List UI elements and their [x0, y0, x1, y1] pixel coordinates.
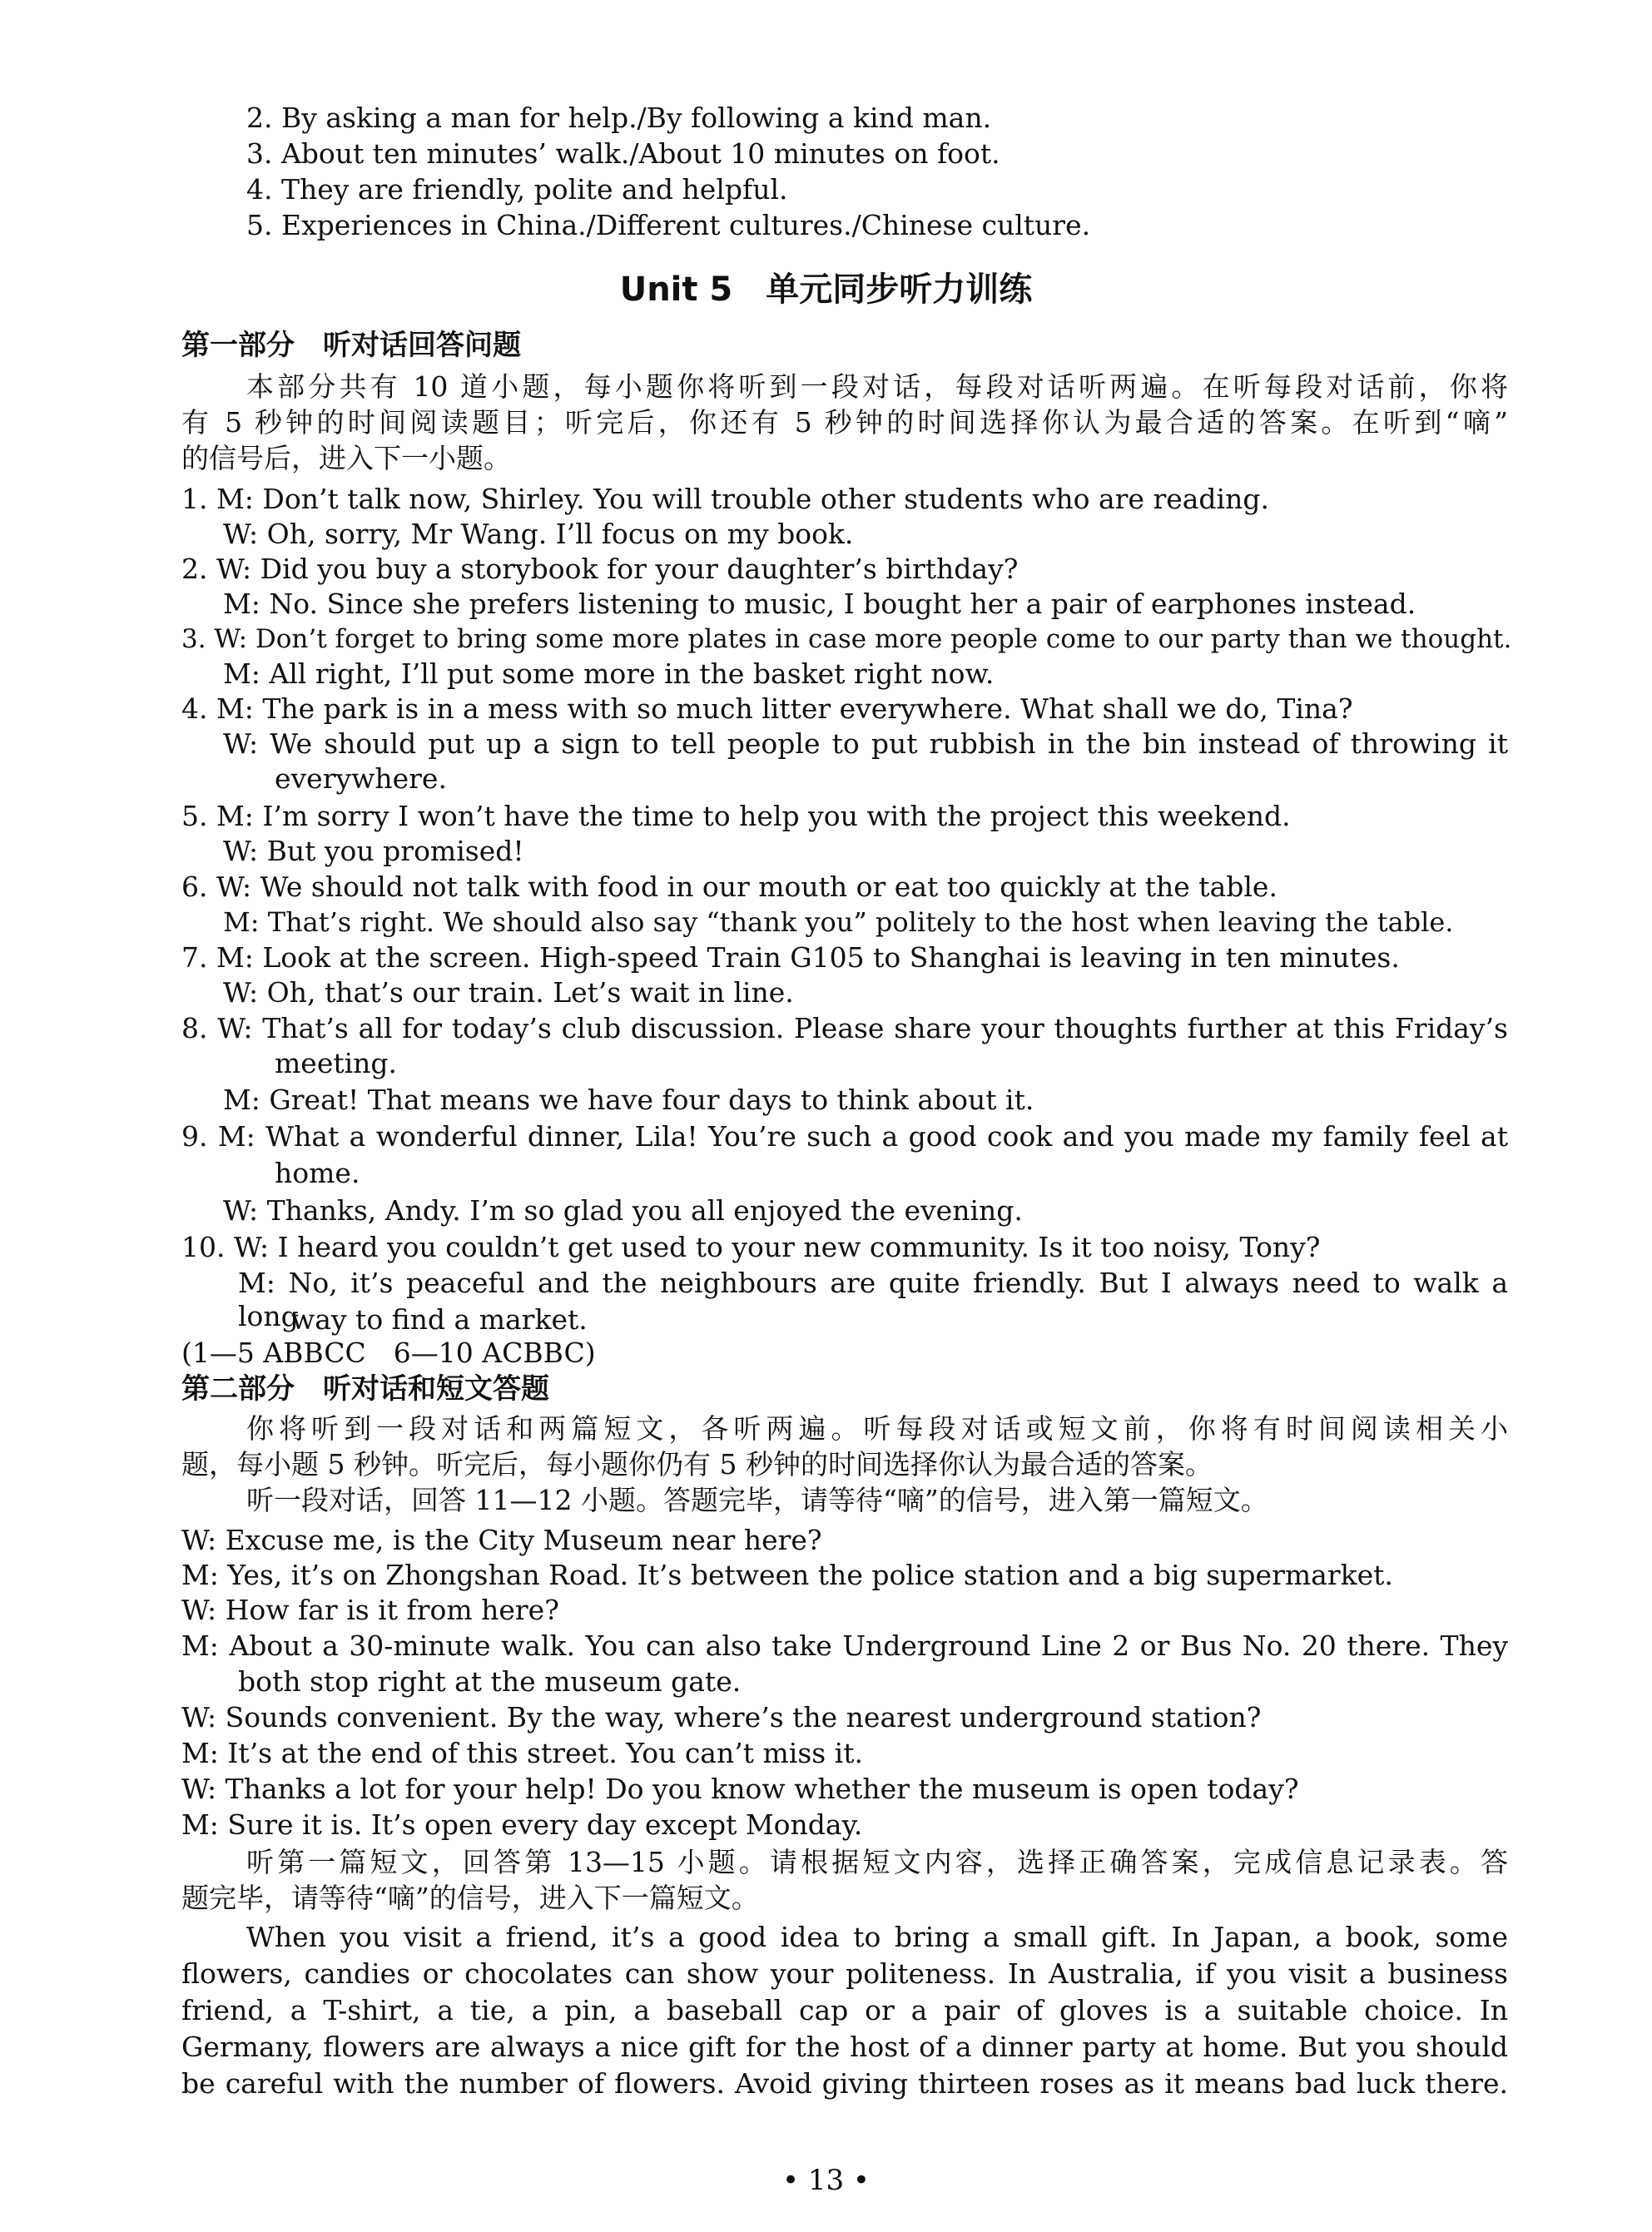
part2-instruction: 你将听到一段对话和两篇短文，各听两遍。听每段对话或短文前，你将有时间阅读相关小	[246, 1412, 1508, 1445]
part1-instruction: 有 5 秒钟的时间阅读题目；听完后，你还有 5 秒钟的时间选择你认为最合适的答案。在听到“嘀”	[181, 406, 1508, 439]
dialogue-line: both stop right at the museum gate.	[238, 1665, 742, 1698]
dialogue-line: meeting.	[275, 1047, 398, 1079]
part2-instruction: 题，每小题 5 秒钟。听完后，每小题你仍有 5 秒钟的时间选择你认为最合适的答案。	[181, 1448, 1213, 1481]
part1-instruction: 本部分共有 10 道小题，每小题你将听到一段对话，每段对话听两遍。在听每段对话前，你将	[246, 370, 1508, 403]
part2-instruction: 听一段对话，回答 11—12 小题。答题完毕，请等待“嘀”的信号，进入第一篇短文。	[246, 1484, 1268, 1516]
passage-instruction: 听第一篇短文，回答第 13—15 小题。请根据短文内容，选择正确答案，完成信息记录表。答	[246, 1846, 1508, 1878]
dialogue-line: 8. W: That’s all for today’s club discussion. Please share your thoughts further at this Friday’s	[181, 1012, 1508, 1044]
dialogue-line: M: About a 30-minute walk. You can also take Underground Line 2 or Bus No. 20 there. They	[181, 1629, 1508, 1662]
answer-line: 2. By asking a man for help./By following a kind man.	[246, 102, 992, 134]
dialogue-line: M: No. Since she prefers listening to music, I bought her a pair of earphones instead.	[223, 588, 1416, 620]
part1-answers: (1—5 ABBCC 6—10 ACBBC)	[181, 1337, 596, 1369]
page-number: • 13 •	[782, 2164, 870, 2197]
passage-instruction: 题完毕，请等待“嘀”的信号，进入下一篇短文。	[181, 1882, 759, 1914]
part1-heading: 第一部分 听对话回答问题	[181, 329, 521, 362]
dialogue-line: 7. M: Look at the screen. High-speed Train G105 to Shanghai is leaving in ten minutes.	[181, 941, 1400, 974]
dialogue-line: 2. W: Did you buy a storybook for your daughter’s birthday?	[181, 553, 1019, 585]
passage-line: When you visit a friend, it’s a good idea to bring a small gift. In Japan, a book, some	[246, 1921, 1508, 1953]
dialogue-line: W: But you promised!	[223, 835, 524, 867]
dialogue-line: 1. M: Don’t talk now, Shirley. You will trouble other students who are reading.	[181, 483, 1269, 515]
dialogue-line: W: Oh, sorry, Mr Wang. I’ll focus on my book.	[223, 518, 854, 550]
dialogue-line: M: Sure it is. It’s open every day except Monday.	[181, 1808, 863, 1841]
dialogue-line: M: It’s at the end of this street. You can’t miss it.	[181, 1737, 863, 1769]
unit-title: Unit 5 单元同步听力训练	[619, 270, 1033, 309]
passage-line: be careful with the number of flowers. Avoid giving thirteen roses as it means bad luck there.	[181, 2067, 1508, 2100]
dialogue-line: W: Thanks, Andy. I’m so glad you all enjoyed the evening.	[223, 1194, 1023, 1227]
dialogue-line: M: That’s right. We should also say “thank you” politely to the host when leaving the table.	[223, 906, 1454, 938]
dialogue-line: M: No, it’s peaceful and the neighbours are quite friendly. But I always need to walk a long	[238, 1267, 1508, 1332]
dialogue-line: W: Sounds convenient. By the way, where’s the nearest underground station?	[181, 1701, 1262, 1734]
dialogue-line: 6. W: We should not talk with food in our mouth or eat too quickly at the table.	[181, 870, 1277, 903]
dialogue-line: home.	[275, 1157, 360, 1189]
dialogue-line: W: Excuse me, is the City Museum near here?	[181, 1524, 822, 1556]
dialogue-line: W: How far is it from here?	[181, 1594, 559, 1626]
answer-line: 3. About ten minutes’ walk./About 10 minutes on foot.	[246, 137, 1000, 170]
dialogue-line: 10. W: I heard you couldn’t get used to your new community. Is it too noisy, Tony?	[181, 1231, 1321, 1263]
dialogue-line: 3. W: Don’t forget to bring some more plates in case more people come to our party than we thought.	[181, 624, 1512, 654]
dialogue-line: 9. M: What a wonderful dinner, Lila! You’re such a good cook and you made my family feel at	[181, 1120, 1508, 1153]
dialogue-line: M: Great! That means we have four days to think about it.	[223, 1084, 1034, 1116]
dialogue-line: 5. M: I’m sorry I won’t have the time to help you with the project this weekend.	[181, 800, 1291, 832]
dialogue-line: way to find a market.	[291, 1303, 588, 1336]
passage-line: flowers, candies or chocolates can show your politeness. In Australia, if you visit a business	[181, 1957, 1508, 1990]
passage-line: Germany, flowers are always a nice gift for the host of a dinner party at home. But you should	[181, 2031, 1508, 2063]
dialogue-line: M: Yes, it’s on Zhongshan Road. It’s between the police station and a big supermarket.	[181, 1559, 1393, 1591]
answer-line: 5. Experiences in China./Different cultures./Chinese culture.	[246, 209, 1091, 241]
dialogue-line: W: Thanks a lot for your help! Do you know whether the museum is open today?	[181, 1773, 1299, 1805]
part1-instruction: 的信号后，进入下一小题。	[181, 442, 511, 474]
dialogue-line: M: All right, I’ll put some more in the basket right now.	[223, 657, 995, 690]
answer-line: 4. They are friendly, polite and helpful.	[246, 173, 788, 206]
passage-line: friend, a T-shirt, a tie, a pin, a baseball cap or a pair of gloves is a suitable choice. In	[181, 1994, 1508, 2026]
dialogue-line: W: Oh, that’s our train. Let’s wait in line.	[223, 976, 794, 1009]
dialogue-line: everywhere.	[275, 762, 447, 795]
part2-heading: 第二部分 听对话和短文答题	[181, 1372, 549, 1406]
dialogue-line: 4. M: The park is in a mess with so much litter everywhere. What shall we do, Tina?	[181, 692, 1353, 725]
dialogue-line: W: We should put up a sign to tell people to put rubbish in the bin instead of throwing it	[223, 727, 1508, 760]
